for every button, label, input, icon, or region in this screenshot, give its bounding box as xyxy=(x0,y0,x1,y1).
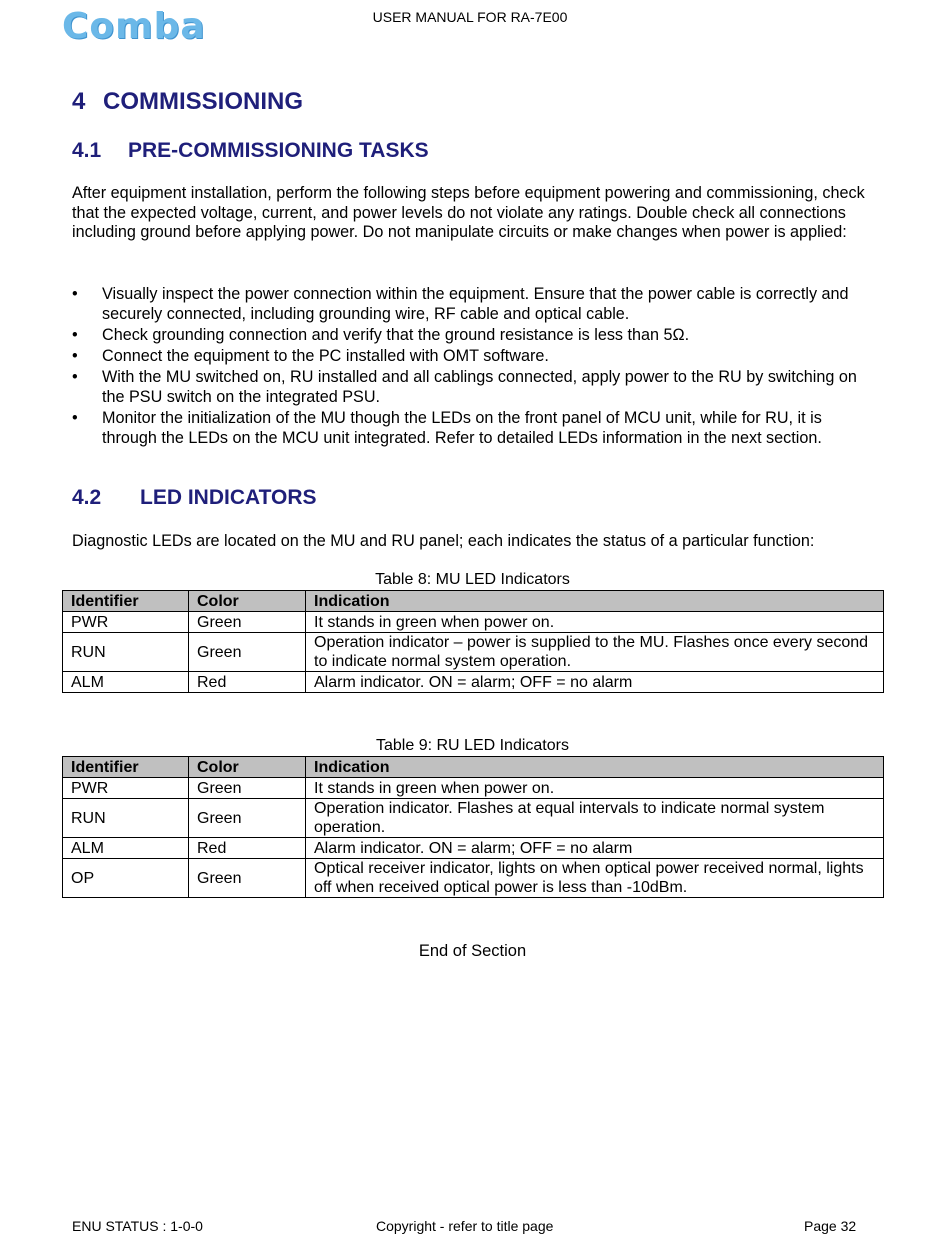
bullet-icon: • xyxy=(72,409,78,427)
bullet-text: Check grounding connection and verify that the ground resistance is less than 5Ω. xyxy=(102,326,690,344)
cell-color: Red xyxy=(189,672,306,693)
cell-indication: It stands in green when power on. xyxy=(306,612,884,633)
column-header-indication: Indication xyxy=(306,591,884,612)
bullet-icon: • xyxy=(72,326,78,344)
bullet-icon: • xyxy=(72,285,78,303)
comba-logo: Comba xyxy=(62,6,206,47)
ru-led-table xyxy=(62,756,884,898)
cell-identifier: RUN xyxy=(63,799,189,838)
table-row xyxy=(63,799,884,838)
bullet-text: With the MU switched on, RU installed and all cablings connected, apply power to the RU by switching on the PSU switch on the integrated PSU. xyxy=(102,368,857,406)
footer-page-number: Page 32 xyxy=(804,1218,857,1234)
bullet-item xyxy=(72,408,880,448)
cell-color: Green xyxy=(189,612,306,633)
bullet-item xyxy=(72,325,880,345)
table-row xyxy=(63,672,884,693)
section-number: 4 xyxy=(72,88,86,115)
pre-commissioning-steps xyxy=(72,284,880,449)
column-header-identifier: Identifier xyxy=(63,591,189,612)
cell-identifier: PWR xyxy=(63,778,189,799)
cell-color: Green xyxy=(189,778,306,799)
bullet-text: Visually inspect the power connection within the equipment. Ensure that the power cable is correctly and securely connected, including grounding wire, RF cable and optical cable. xyxy=(102,285,849,323)
cell-indication: Optical receiver indicator, lights on when optical power received normal, lights off when received optical power is less than -10dBm. xyxy=(306,859,884,898)
subsection-number: 4.2 xyxy=(72,486,102,509)
table-caption-mu: Table 8: MU LED Indicators xyxy=(375,571,570,588)
cell-color: Green xyxy=(189,859,306,898)
bullet-item xyxy=(72,367,880,407)
column-header-color: Color xyxy=(189,591,306,612)
table-header-row xyxy=(63,757,884,778)
section-title: COMMISSIONING xyxy=(103,88,304,115)
bullet-item xyxy=(72,346,880,366)
cell-indication: Operation indicator – power is supplied to the MU. Flashes once every second to indicate normal system operation. xyxy=(306,633,884,672)
table-caption-ru: Table 9: RU LED Indicators xyxy=(376,737,569,754)
subsection-title: PRE-COMMISSIONING TASKS xyxy=(128,139,429,162)
table-row xyxy=(63,778,884,799)
cell-identifier: ALM xyxy=(63,838,189,859)
cell-identifier: ALM xyxy=(63,672,189,693)
column-header-color: Color xyxy=(189,757,306,778)
subsection-heading-pre-commissioning xyxy=(72,139,429,163)
cell-indication: Operation indicator. Flashes at equal intervals to indicate normal system operation. xyxy=(306,799,884,838)
bullet-icon: • xyxy=(72,368,78,386)
footer-copyright: Copyright - refer to title page xyxy=(376,1218,554,1234)
subsection-title: LED INDICATORS xyxy=(140,486,317,509)
cell-color: Green xyxy=(189,633,306,672)
end-of-section: End of Section xyxy=(418,942,527,960)
table-row xyxy=(63,838,884,859)
cell-indication: It stands in green when power on. xyxy=(306,778,884,799)
cell-identifier: RUN xyxy=(63,633,189,672)
cell-indication: Alarm indicator. ON = alarm; OFF = no alarm xyxy=(306,672,884,693)
table-row xyxy=(63,612,884,633)
bullet-icon: • xyxy=(72,347,78,365)
document-header-title: USER MANUAL FOR RA-7E00 xyxy=(372,9,568,25)
cell-indication: Alarm indicator. ON = alarm; OFF = no alarm xyxy=(306,838,884,859)
pre-commissioning-intro: After equipment installation, perform the following steps before equipment powering and commissioning, check that the expected voltage, current, and power levels do not violate any ratings. Double check all connections including ground before applying power. Do not manipulate circuits or make changes when power is applied: xyxy=(72,184,865,241)
bullet-text: Monitor the initialization of the MU though the LEDs on the front panel of MCU unit, while for RU, it is through the LEDs on the MCU unit integrated. Refer to detailed LEDs information in the next section. xyxy=(102,409,822,447)
column-header-identifier: Identifier xyxy=(63,757,189,778)
led-indicators-intro: Diagnostic LEDs are located on the MU and RU panel; each indicates the status of a particular function: xyxy=(72,532,815,550)
bullet-item xyxy=(72,284,880,324)
footer-status: ENU STATUS : 1-0-0 xyxy=(72,1218,203,1234)
subsection-heading-led-indicators xyxy=(72,486,317,510)
column-header-indication: Indication xyxy=(306,757,884,778)
subsection-number: 4.1 xyxy=(72,139,102,162)
cell-color: Green xyxy=(189,799,306,838)
cell-color: Red xyxy=(189,838,306,859)
cell-identifier: PWR xyxy=(63,612,189,633)
mu-led-table xyxy=(62,590,884,693)
bullet-text: Connect the equipment to the PC installed with OMT software. xyxy=(102,347,549,365)
table-row xyxy=(63,633,884,672)
section-heading xyxy=(72,88,303,116)
table-header-row xyxy=(63,591,884,612)
table-row xyxy=(63,859,884,898)
cell-identifier: OP xyxy=(63,859,189,898)
